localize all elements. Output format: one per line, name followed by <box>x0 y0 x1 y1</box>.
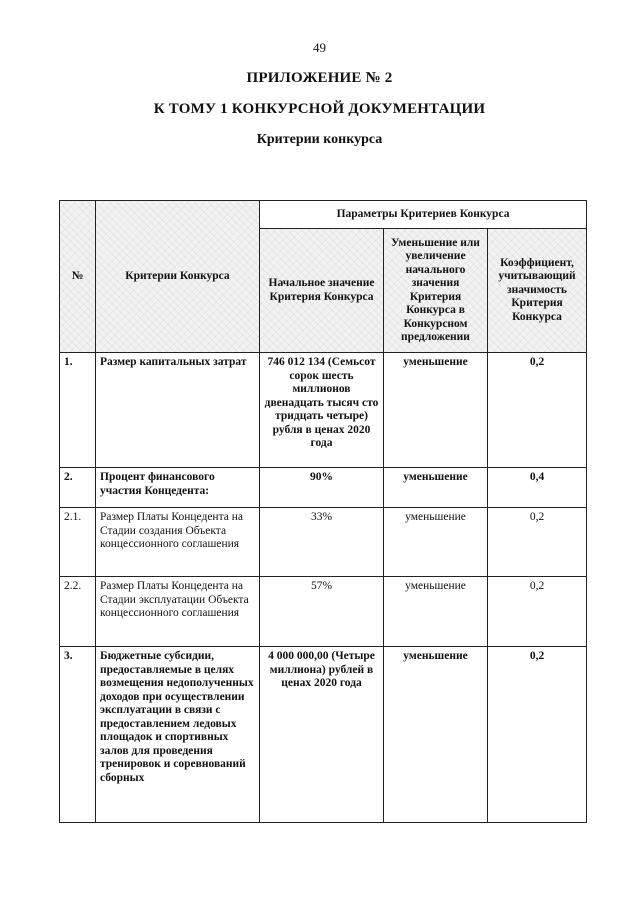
row-criterion: Размер капитальных затрат <box>96 353 260 468</box>
row-coefficient: 0,2 <box>488 508 587 577</box>
table-row <box>60 353 587 468</box>
header-change: Уменьшение или увеличение начального значения Критерия Конкурса в Конкурсном предложении <box>384 229 488 353</box>
row-change: уменьшение <box>384 468 488 508</box>
row-initial-value: 33% <box>260 508 384 577</box>
section-subtitle: Критерии конкурса <box>256 132 383 147</box>
row-coefficient: 0,2 <box>488 577 587 647</box>
table-row <box>60 647 587 823</box>
row-initial-value: 90% <box>260 468 384 508</box>
table-row <box>60 577 587 647</box>
appendix-title: ПРИЛОЖЕНИЕ № 2 <box>246 70 393 86</box>
table-row <box>60 508 587 577</box>
row-number: 2. <box>60 468 96 508</box>
row-initial-value: 57% <box>260 577 384 647</box>
row-change: уменьшение <box>384 353 488 468</box>
row-change: уменьшение <box>384 577 488 647</box>
row-number: 2.1. <box>60 508 96 577</box>
header-params-group: Параметры Критериев Конкурса <box>260 201 587 229</box>
header-initial-value: Начальное значение Критерия Конкурса <box>260 229 384 353</box>
row-criterion: Бюджетные субсидии, предоставляемые в целях возмещения недополученных доходов при осуществлении эксплуатации в связи с предоставлением ледовых площадок и спортивных залов для проведения тренировок и соревнований сборных <box>96 647 260 823</box>
row-initial-value: 4 000 000,00 (Четыре миллиона) рублей в ценах 2020 года <box>260 647 384 823</box>
row-coefficient: 0,2 <box>488 647 587 823</box>
row-criterion: Процент финансового участия Концедента: <box>96 468 260 508</box>
volume-title: К ТОМУ 1 КОНКУРСНОЙ ДОКУМЕНТАЦИИ <box>153 101 486 117</box>
row-coefficient: 0,4 <box>488 468 587 508</box>
criteria-table <box>59 200 587 823</box>
row-number: 3. <box>60 647 96 823</box>
page-number: 49 <box>313 40 326 55</box>
table-row <box>60 468 587 508</box>
row-change: уменьшение <box>384 647 488 823</box>
header-criteria: Критерии Конкурса <box>96 201 260 353</box>
row-initial-value: 746 012 134 (Семьсот сорок шесть миллионов двенадцать тысяч сто тридцать четыре) рубля в ценах 2020 года <box>260 353 384 468</box>
header-num: № <box>60 201 96 353</box>
row-criterion: Размер Платы Концедента на Стадии эксплуатации Объекта концессионного соглашения <box>96 577 260 647</box>
row-number: 2.2. <box>60 577 96 647</box>
row-change: уменьшение <box>384 508 488 577</box>
row-criterion: Размер Платы Концедента на Стадии создания Объекта концессионного соглашения <box>96 508 260 577</box>
header-coefficient: Коэффициент, учитывающий значимость Критерия Конкурса <box>488 229 587 353</box>
row-coefficient: 0,2 <box>488 353 587 468</box>
row-number: 1. <box>60 353 96 468</box>
